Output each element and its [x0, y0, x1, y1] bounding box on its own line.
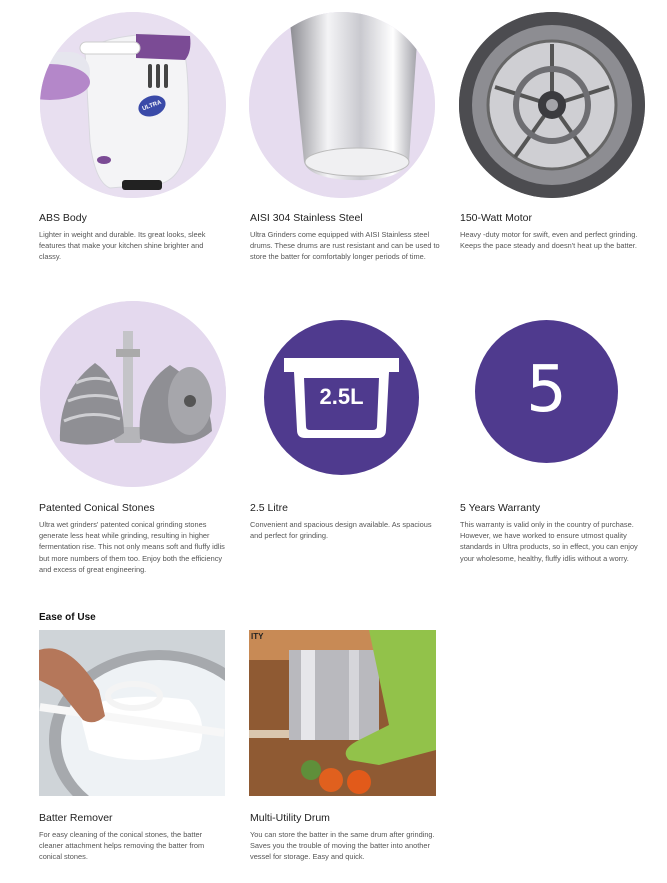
abs-body-image [40, 12, 226, 198]
batter-remover-image [39, 630, 225, 796]
feature-title-motor: 150-Watt Motor [460, 212, 532, 224]
capacity-icon-label: 2.5L [319, 384, 364, 409]
ease-of-use-heading: Ease of Use [39, 612, 96, 623]
feature-title-abs-body: ABS Body [39, 212, 87, 224]
ease-desc-multi-utility-drum: You can store the batter in the same drum after grinding. Saves you the trouble of moving the batter into another vessel for storage. Easy and quick. [250, 830, 435, 862]
ease-desc-batter-remover: For easy cleaning of the conical stones, the batter cleaner attachment helps removing the batter from conical stones. [39, 830, 205, 862]
warranty-icon-circle [475, 320, 618, 463]
feature-desc-abs-body: Lighter in weight and durable. Its great looks, sleek features that make your kitchen shine brighter and classy. [39, 230, 206, 262]
ease-title-batter-remover: Batter Remover [39, 812, 113, 824]
feature-title-warranty: 5 Years Warranty [460, 502, 541, 514]
feature-desc-conical-stones: Ultra wet grinders' patented conical grinding stones generate less heat while grinding, resulting in higher fermentation rise. This not only means soft and fluffy idlis but more numbers of them too. Enjoy both the efficiency and excess of great engineering. [39, 520, 225, 574]
warranty-years-number: 5 [526, 353, 567, 427]
feature-desc-warranty: This warranty is valid only in the country of purchase. However, we have worked to ensure utmost quality standards in Ultra products, so in effect, you can enjoy your wholesome, healthy, fluffy idlis without a worry. [460, 520, 638, 563]
capacity-icon-circle [264, 320, 419, 475]
drum-photo-text: ITY [251, 632, 264, 641]
ultra-logo: ULTRA [135, 92, 168, 120]
stainless-steel-image [249, 12, 435, 198]
feature-desc-capacity: Convenient and spacious design available. As spacious and perfect for grinding. [250, 520, 432, 541]
feature-title-stainless-steel: AISI 304 Stainless Steel [250, 212, 363, 224]
feature-title-conical-stones: Patented Conical Stones [39, 502, 155, 514]
feature-desc-motor: Heavy -duty motor for swift, even and perfect grinding. Keeps the pace steady and doesn't heat up the batter. [460, 230, 638, 251]
multi-utility-drum-image [249, 630, 436, 796]
feature-desc-stainless-steel: Ultra Grinders come equipped with AISI Stainless steel drums. These drums are rust resistant and can be used to store the batter for comfortably longer periods of time. [250, 230, 440, 262]
motor-image [459, 12, 645, 198]
conical-stones-image [40, 301, 226, 487]
ease-title-multi-utility-drum: Multi-Utility Drum [250, 812, 330, 824]
feature-title-capacity: 2.5 Litre [250, 502, 288, 514]
